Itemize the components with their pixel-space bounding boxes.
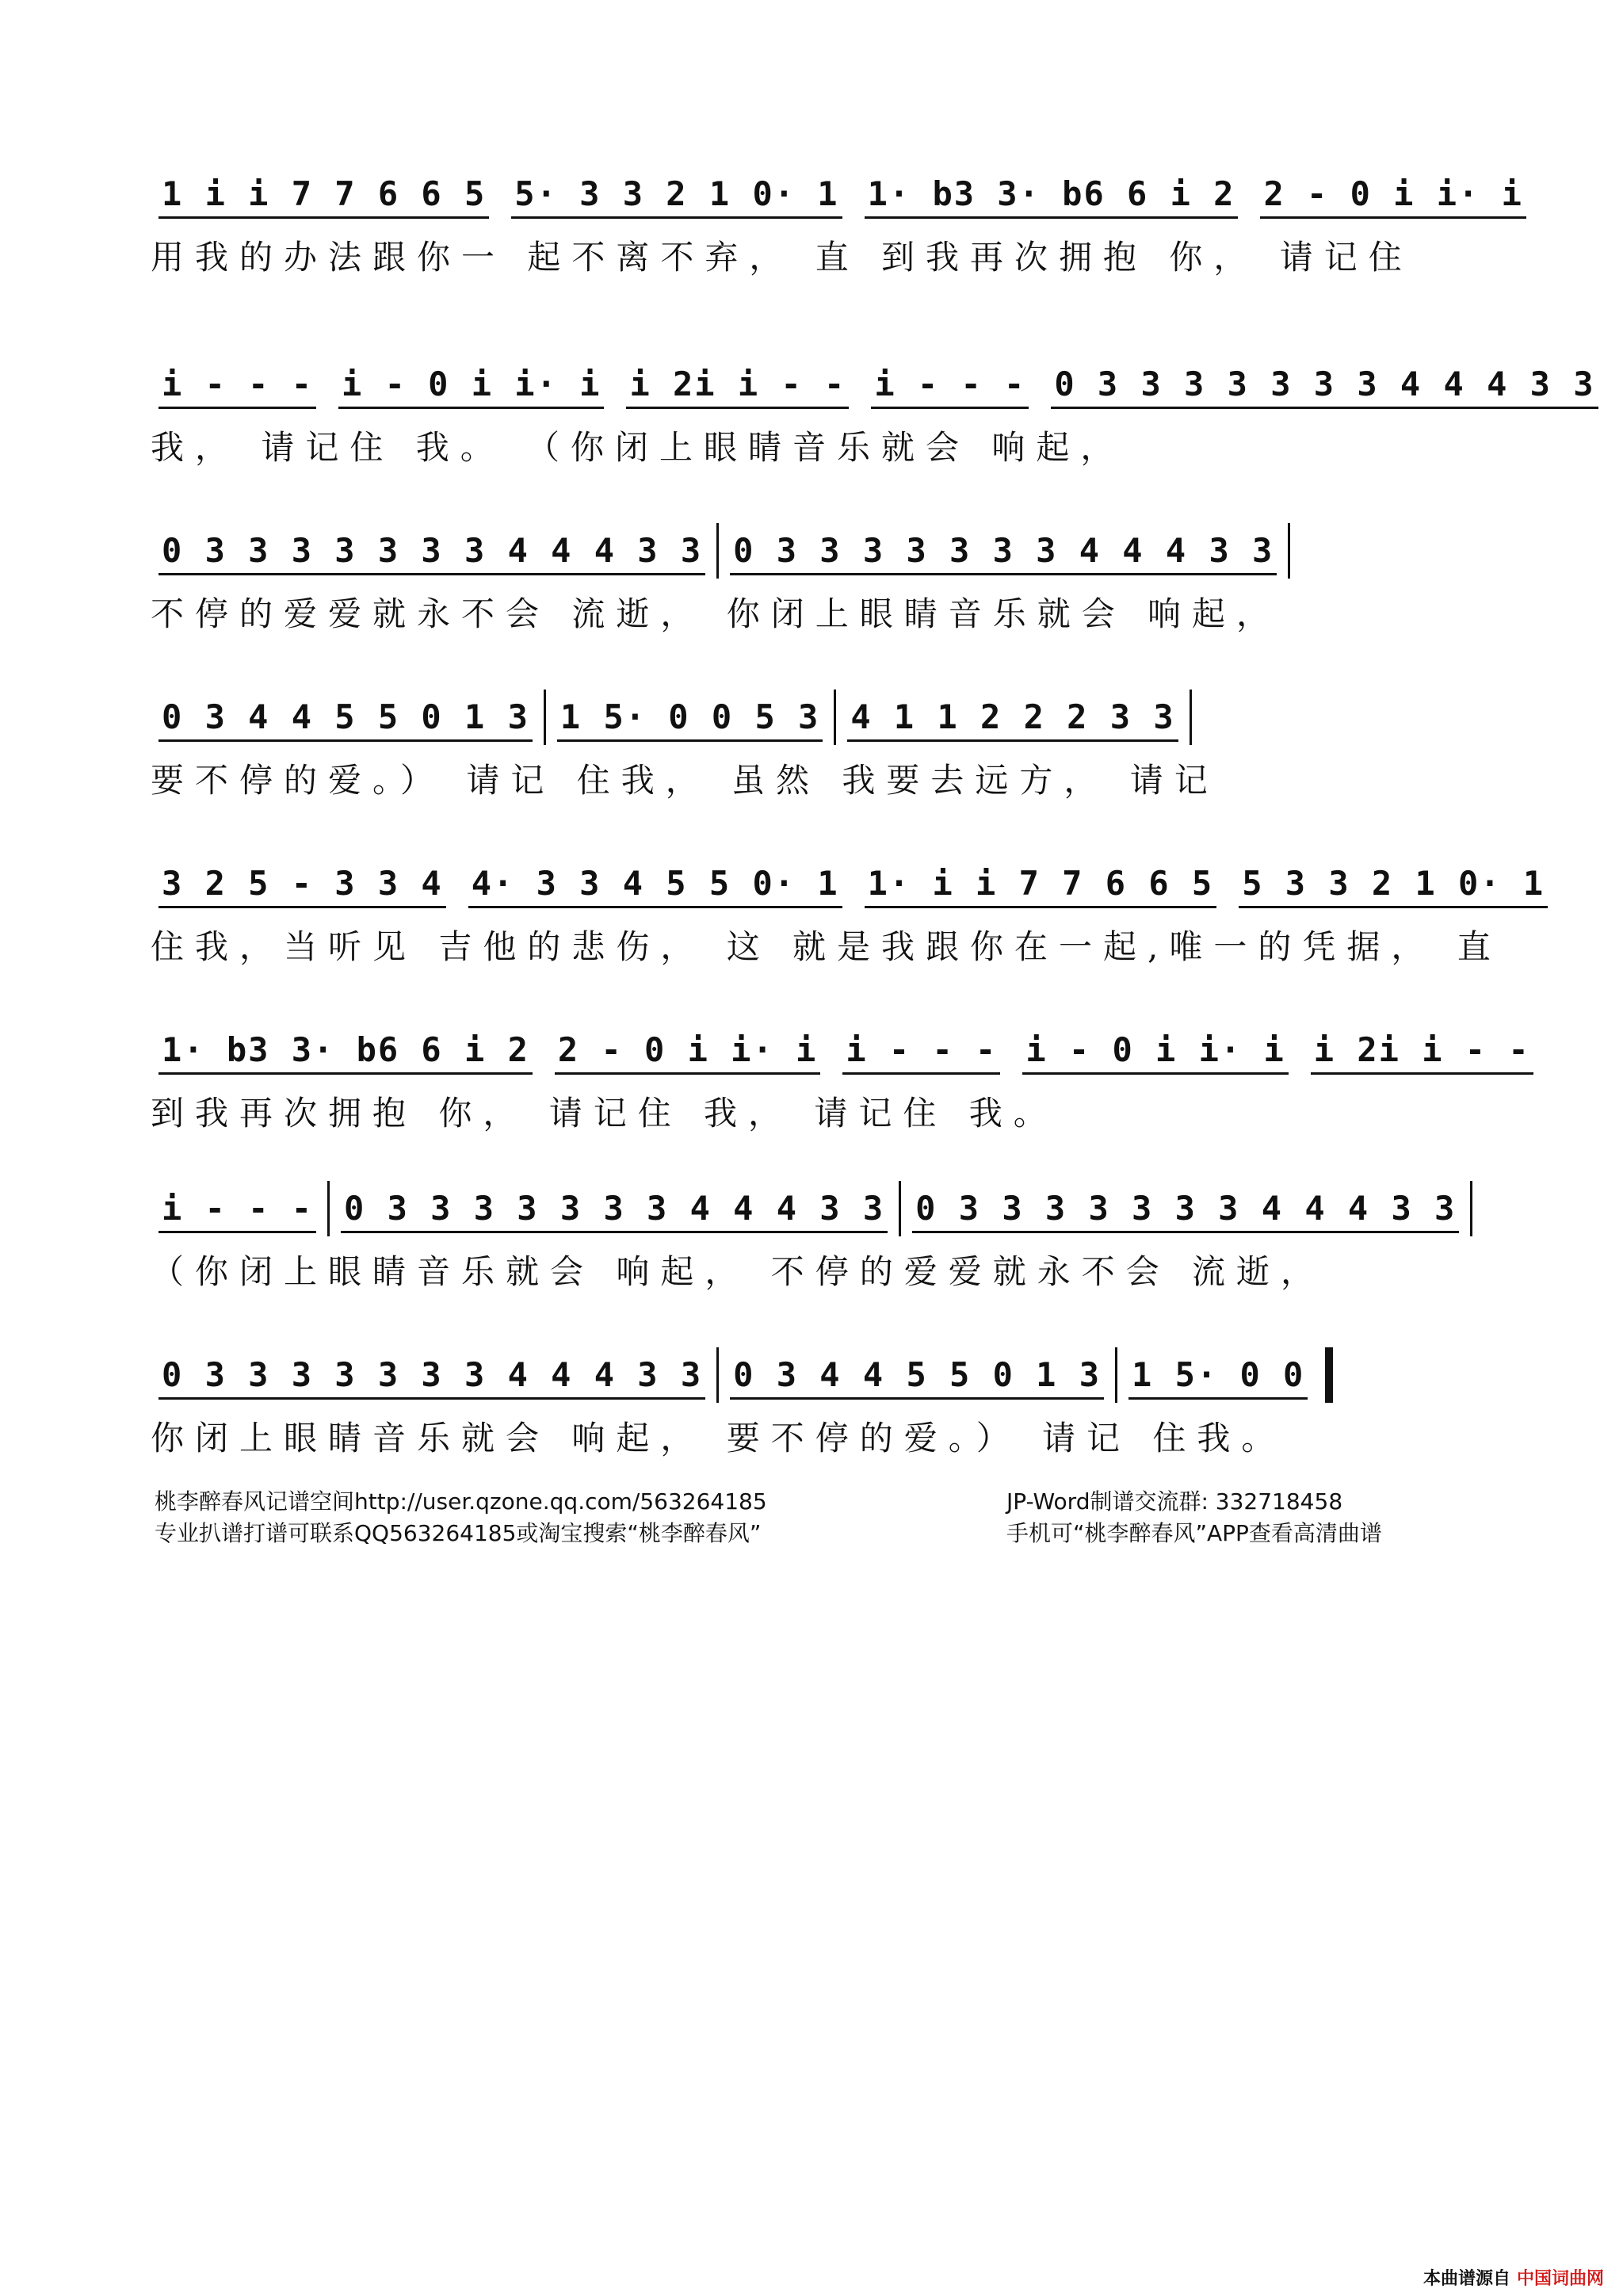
footer-contact-line: 专业扒谱打谱可联系QQ563264185或淘宝搜索“桃李醉春风”: [155, 1520, 762, 1546]
score-system: [151, 159, 1523, 317]
measure: 0 3 3 3 3 3 3 3 4 4 4 3 3: [722, 515, 1285, 586]
beam-line: [158, 1397, 705, 1400]
beam-line: [1260, 216, 1526, 219]
notation-line: [151, 1339, 1490, 1411]
barline: [716, 1347, 719, 1403]
measure: 1 5· 0 0: [1121, 1339, 1316, 1411]
beam-line: [730, 1397, 1104, 1400]
barline: [834, 690, 836, 745]
beam-line: [468, 906, 842, 908]
lyrics-line: 你闭上眼睛音乐就会 响起， 要不停的爱。） 请记 住我。: [151, 1419, 1286, 1457]
notation-line: [151, 349, 1595, 420]
measure: 1· b3 3· b6 6 i 2: [857, 159, 1247, 230]
watermark-site: 中国词曲网: [1516, 2269, 1604, 2289]
measure: i - - -: [863, 349, 1037, 420]
measure: 4· 3 3 4 5 5 0· 1: [460, 848, 850, 919]
beam-line: [1128, 1397, 1308, 1400]
notation-line: [151, 515, 1490, 586]
beam-line: [341, 1231, 888, 1233]
beam-line: [847, 739, 1178, 742]
footer-group-line: JP-Word制谱交流群: 332718458: [1006, 1488, 1343, 1515]
measure: 0 3 3 3 3 3 3 3 4 4 4 3 3: [904, 1173, 1467, 1244]
beam-line: [158, 216, 489, 219]
measure: 1 5· 0 0 5 3: [549, 682, 831, 753]
beam-line: [338, 407, 604, 409]
beam-line: [730, 573, 1277, 575]
notation-line: [151, 682, 1490, 753]
measure: 0 3 3 3 3 3 3 3 4 4 4 3 3: [1043, 349, 1606, 420]
beam-line: [1051, 407, 1598, 409]
measure: 0 3 3 3 3 3 3 3 4 4 4 3 3: [333, 1173, 896, 1244]
score-system: [151, 1339, 1490, 1498]
measure: 5 3 3 2 1 0· 1: [1231, 848, 1556, 919]
notation-line: [151, 1173, 1490, 1244]
measure: 1 i i 7 7 6 6 5: [151, 159, 497, 230]
beam-line: [158, 573, 705, 575]
lyrics-line: 不停的爱爱就永不会 流逝， 你闭上眼睛音乐就会 响起，: [151, 594, 1281, 633]
barline: [1190, 690, 1192, 745]
measure: 4 1 1 2 2 2 3 3: [839, 682, 1186, 753]
barline: [1288, 523, 1290, 579]
beam-line: [557, 739, 823, 742]
beam-line: [555, 1072, 820, 1075]
beam-line: [158, 1072, 533, 1075]
lyrics-line: 用我的办法跟你一 起不离不弃， 直 到我再次拥抱 你， 请记住: [151, 238, 1413, 277]
beam-line: [511, 216, 842, 219]
beam-line: [158, 739, 533, 742]
measure: 0 3 3 3 3 3 3 3 4 4 4 3 3: [151, 1339, 713, 1411]
measure: 2 - 0 i i· i: [547, 1014, 828, 1086]
measure: i - 0 i i· i: [330, 349, 612, 420]
notation-line: [151, 848, 1545, 919]
score-system: [151, 682, 1490, 840]
lyrics-line: 要不停的爱。） 请记 住我， 虽然 我要去远方， 请记: [151, 761, 1219, 800]
beam-line: [871, 407, 1029, 409]
measure: i - 0 i i· i: [1014, 1014, 1296, 1086]
measure: i - - -: [151, 349, 324, 420]
barline: [327, 1181, 330, 1236]
measure: i 2i i - -: [618, 349, 857, 420]
beam-line: [865, 216, 1239, 219]
beam-line: [626, 407, 849, 409]
measure: 0 3 4 4 5 5 0 1 3: [722, 1339, 1112, 1411]
measure: 1· b3 3· b6 6 i 2: [151, 1014, 540, 1086]
beam-line: [158, 407, 316, 409]
beam-line: [158, 906, 446, 908]
beam-line: [1311, 1072, 1533, 1075]
lyrics-line: 住我，当听见 吉他的悲伤， 这 就是我跟你在一起,唯一的凭据， 直: [151, 927, 1502, 966]
footer-left: [155, 1486, 767, 1549]
beam-line: [1239, 906, 1548, 908]
footer-app-line: 手机可“桃李醉春风”APP查看高清曲谱: [1006, 1520, 1382, 1546]
barline: [899, 1181, 901, 1236]
measure: 3 2 5 - 3 3 4: [151, 848, 454, 919]
measure: i - - -: [834, 1014, 1008, 1086]
barline: [1115, 1347, 1117, 1403]
measure: 5· 3 3 2 1 0· 1: [503, 159, 850, 230]
score-system: [151, 349, 1595, 507]
lyrics-line: （你闭上眼睛音乐就会 响起， 不停的爱爱就永不会 流逝，: [151, 1252, 1326, 1291]
notation-line: [151, 159, 1523, 230]
final-barline: [1325, 1347, 1333, 1403]
barline: [1470, 1181, 1472, 1236]
score-system: [151, 1014, 1530, 1173]
barline: [716, 523, 719, 579]
beam-line: [842, 1072, 1000, 1075]
footer-right: [1006, 1486, 1382, 1549]
measure: i - - -: [151, 1173, 324, 1244]
measure: 0 3 3 3 3 3 3 3 4 4 4 3 3: [151, 515, 713, 586]
notation-line: [151, 1014, 1530, 1086]
lyrics-line: 我， 请记住 我。 （你闭上眼睛音乐就会 响起，: [151, 428, 1125, 467]
source-watermark: [1423, 2265, 1604, 2290]
watermark-text: 本曲谱源自: [1423, 2269, 1510, 2289]
lyrics-line: 到我再次拥抱 你， 请记住 我， 请记住 我。: [151, 1094, 1058, 1133]
measure: i 2i i - -: [1303, 1014, 1541, 1086]
beam-line: [1022, 1072, 1288, 1075]
measure: 0 3 4 4 5 5 0 1 3: [151, 682, 540, 753]
measure: 1· i i 7 7 6 6 5: [857, 848, 1225, 919]
measure: 2 - 0 i i· i: [1252, 159, 1533, 230]
barline: [544, 690, 546, 745]
beam-line: [912, 1231, 1459, 1233]
beam-line: [865, 906, 1217, 908]
score-system: [151, 1173, 1490, 1331]
score-system: [151, 515, 1490, 674]
footer-credit-line: 桃李醉春风记谱空间http://user.qzone.qq.com/563264185: [155, 1488, 767, 1515]
score-system: [151, 848, 1545, 1007]
beam-line: [158, 1231, 316, 1233]
